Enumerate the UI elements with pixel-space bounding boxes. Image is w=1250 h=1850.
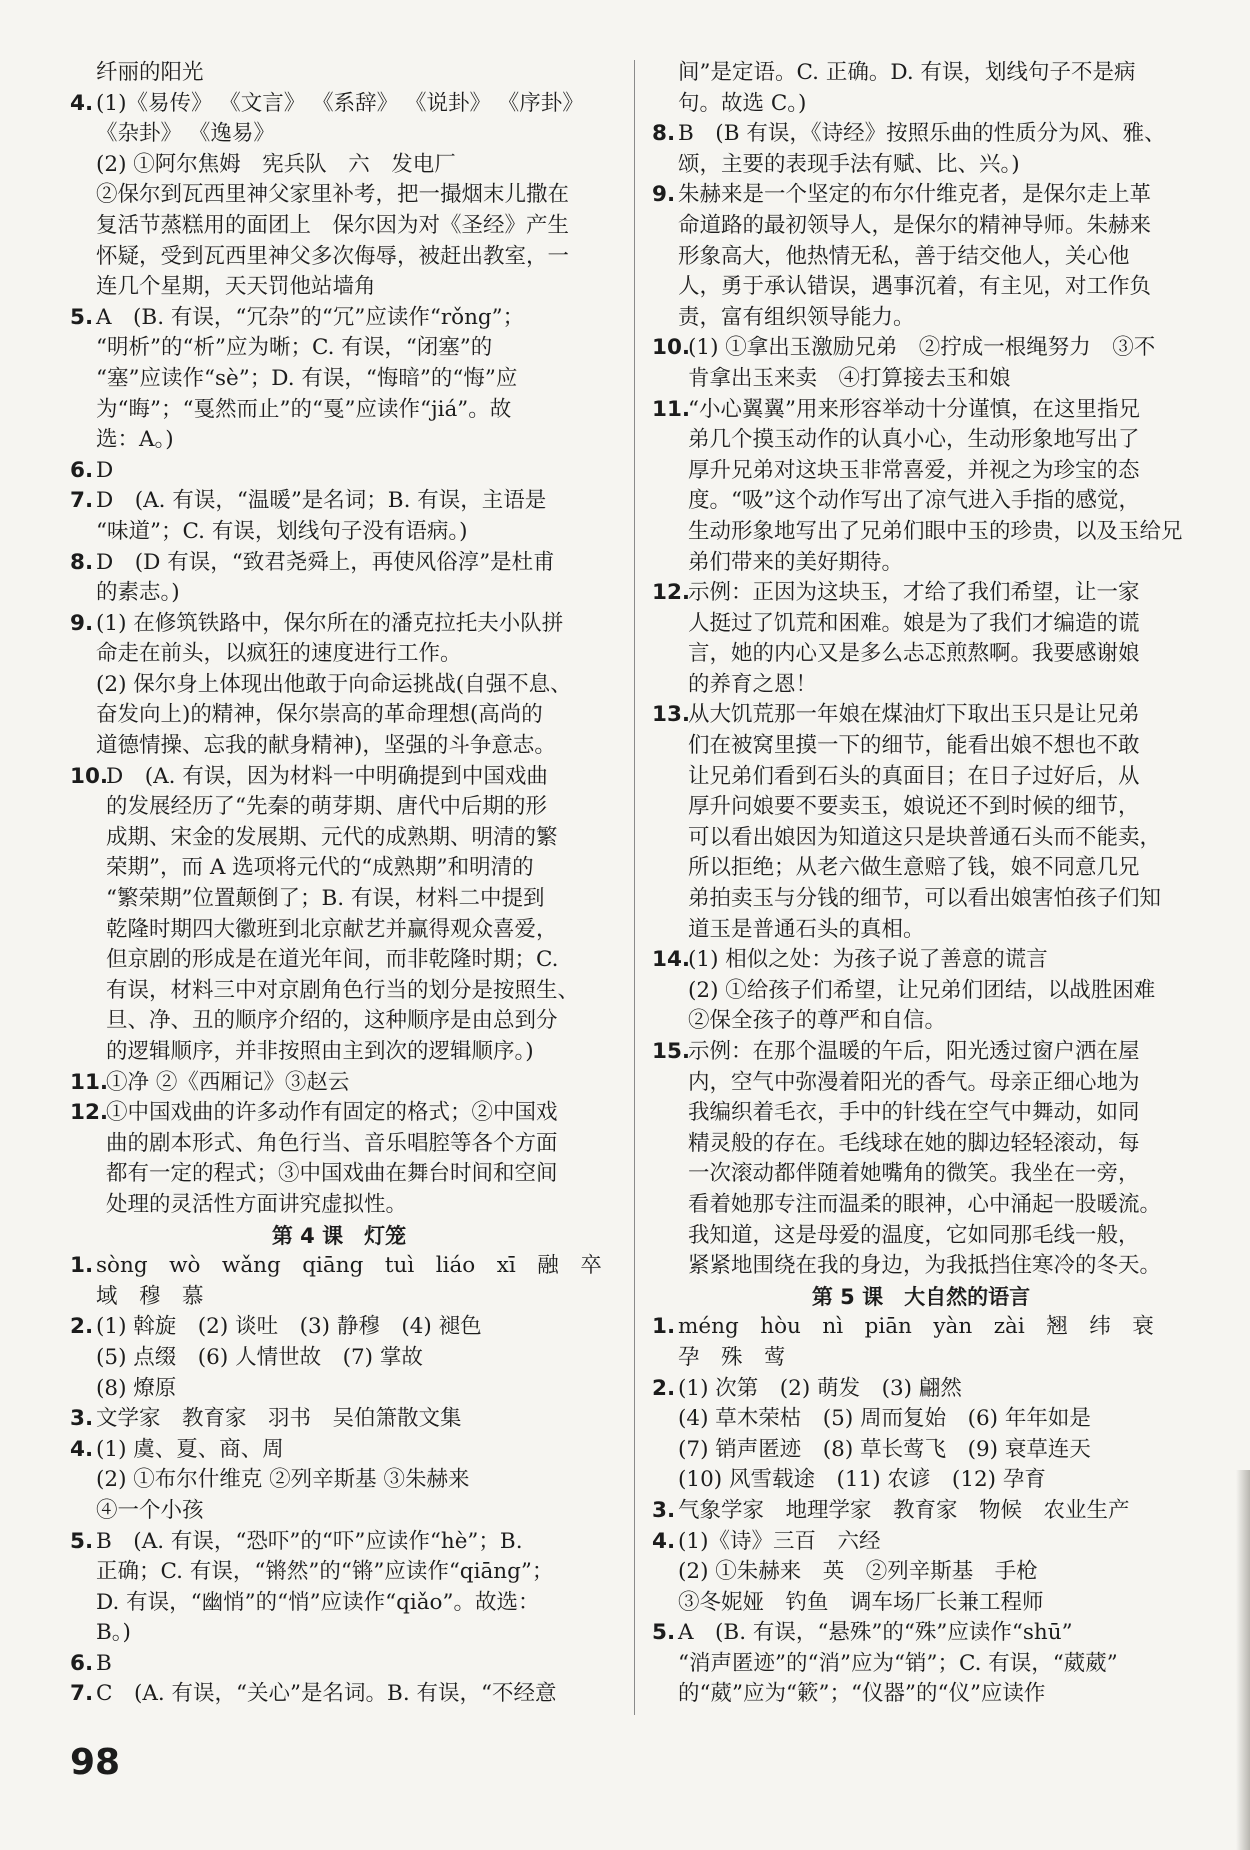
answer-line: 间”是定语。C. 正确。D. 有误，划线句子不是病 [678, 60, 1136, 85]
answer-line: 紧紧地围绕在我的身边，为我抵挡住寒冷的冬天。 [688, 1253, 1162, 1279]
answer-line: 所以拒绝；从老六做生意赔了钱，娘不同意几兄 [688, 855, 1140, 881]
answer-item [652, 333, 1190, 394]
answer-line: 言，她的内心又是多么忐忑煎熬啊。我要感谢娘 [688, 641, 1140, 667]
answer-line: 弟拍卖玉与分钱的细节，可以看出娘害怕孩子们知 [688, 886, 1162, 912]
answer-line: 旦、净、丑的顺序介绍的，这种顺序是由总到分 [106, 1008, 558, 1034]
answer-item [70, 1649, 608, 1680]
answer-item [652, 58, 1190, 119]
answer-item [70, 548, 608, 609]
answer-item [70, 1527, 608, 1649]
answer-line: (1)《易传》 《文言》 《系辞》 《说卦》 《序卦》 [96, 90, 584, 116]
answer-line: B (A. 有误，“恐吓”的“吓”应读作“hè”；B. [96, 1528, 523, 1554]
answer-line: 我知道，这是母爱的温度，它如同那毛线一般， [688, 1222, 1140, 1248]
answer-line: 命道路的最初领导人，是保尔的精神导师。朱赫来 [678, 212, 1152, 238]
item-number: 4. [70, 90, 94, 116]
answer-line: B。) [96, 1620, 131, 1646]
answer-item [70, 1098, 608, 1220]
answer-line: 句。故选 C。) [678, 90, 807, 116]
answer-line: (5) 点缀 (6) 人情世故 (7) 掌故 [96, 1344, 423, 1370]
item-number: 12. [652, 580, 691, 606]
item-number: 6. [70, 457, 94, 483]
lesson-heading: 第 4 课 灯笼 [271, 1223, 407, 1248]
answer-line: D (D 有误，“致君尧舜上，再使风俗淳”是杜甫 [96, 549, 555, 575]
answer-line: 文学家 教育家 羽书 吴伯箫散文集 [96, 1406, 462, 1432]
answer-item [652, 1527, 1190, 1619]
item-number: 10. [652, 335, 691, 361]
item-number: 5. [652, 1620, 676, 1646]
item-number: 4. [70, 1436, 94, 1462]
answer-line: 内，空气中弥漫着阳光的香气。母亲正细心地为 [688, 1069, 1140, 1095]
answer-line: 为“晦”；“戛然而止”的“戛”应读作“jiá”。故 [96, 396, 512, 422]
answer-line: 从大饥荒那一年娘在煤油灯下取出玉只是让兄弟 [688, 702, 1140, 728]
answer-line: A (B. 有误，“悬殊”的“殊”应读作“shū” [678, 1620, 1073, 1646]
answer-item [70, 1312, 608, 1404]
answer-line: 域 穆 慕 [96, 1283, 204, 1309]
answer-item [652, 1312, 1190, 1373]
answer-line: 一次滚动都伴随着她嘴角的微笑。我坐在一旁， [688, 1161, 1140, 1187]
item-number: 2. [652, 1375, 676, 1401]
item-number: 3. [70, 1406, 94, 1432]
item-number: 11. [70, 1069, 109, 1095]
answer-line: (1) ①拿出玉激励兄弟 ②拧成一根绳努力 ③不 [688, 335, 1156, 361]
answer-line: 有误，材料三中对京剧角色行当的划分是按照生、 [106, 977, 580, 1003]
answer-line: 荣期”，而 A 选项将元代的“成熟期”和明清的 [106, 855, 534, 881]
answer-line: B [96, 1650, 112, 1676]
answer-line: 的素志。) [96, 580, 180, 606]
answer-line: ②保尔到瓦西里神父家里补考，把一撮烟末儿撒在 [96, 182, 570, 208]
answer-line: ③冬妮娅 钓鱼 调车场厂长兼工程师 [678, 1589, 1044, 1615]
answer-line: 命走在前头，以疯狂的速度进行工作。 [96, 641, 462, 667]
answer-line: 怀疑，受到瓦西里神父多次侮辱，被赶出教室，一 [96, 243, 570, 269]
answer-item [70, 486, 608, 547]
answer-line: 形象高大，他热情无私，善于结交他人，关心他 [678, 243, 1130, 269]
answer-line: 看着她那专注而温柔的眼神，心中涌起一股暖流。 [688, 1191, 1162, 1217]
answer-line: D (A. 有误，因为材料一中明确提到中国戏曲 [106, 763, 548, 789]
answer-line: 厚升问娘要不要卖玉，娘说还不到时候的细节， [688, 794, 1140, 820]
answer-line: 乾隆时期四大徽班到北京献艺并赢得观众喜爱， [106, 916, 558, 942]
answer-line: 示例：在那个温暖的午后，阳光透过窗户洒在屋 [688, 1039, 1140, 1064]
answer-line: sòng wò wǎng qiāng tuì liáo xī 融 卒 [96, 1253, 602, 1279]
answer-line: 的“葳”应为“簌”；“仪器”的“仪”应读作 [678, 1681, 1046, 1707]
answer-line: “明析”的“析”应为晰；C. 有误，“闭塞”的 [96, 335, 493, 361]
answer-line: 的发展经历了“先秦的萌芽期、唐代中后期的形 [106, 794, 547, 820]
answer-line: 复活节蒸糕用的面团上 保尔因为对《圣经》产生 [96, 212, 570, 238]
item-number: 9. [652, 182, 676, 208]
answer-line: 道德情操、忘我的献身精神)，坚强的斗争意志。 [96, 733, 556, 759]
answer-line: “味道”；C. 有误，划线句子没有语病。) [96, 518, 468, 544]
answer-line: “小心翼翼”用来形容举动十分谨慎，在这里指兄 [688, 396, 1140, 422]
item-number: 9. [70, 610, 94, 636]
answer-line: (1) 斡旋 (2) 谈吐 (3) 静穆 (4) 褪色 [96, 1314, 482, 1340]
item-number: 1. [652, 1314, 676, 1340]
item-number: 10. [70, 763, 109, 789]
answer-line: 连几个星期，天天罚他站墙角 [96, 274, 376, 300]
answer-line: 人挺过了饥荒和困难。娘是为了我们才编造的谎 [688, 610, 1140, 636]
answer-line: 《杂卦》 《逸易》 [96, 121, 275, 147]
answer-item [652, 700, 1190, 945]
answer-line: 厚升兄弟对这块玉非常喜爱，并视之为珍宝的态 [688, 457, 1140, 483]
answer-item [70, 58, 608, 89]
answer-line: (2) ①布尔什维克 ②列辛斯基 ③朱赫来 [96, 1467, 470, 1493]
item-number: 15. [652, 1039, 691, 1064]
answer-line: 生动形象地写出了兄弟们眼中玉的珍贵，以及玉给兄 [688, 518, 1183, 544]
answer-line: 度。“吸”这个动作写出了凉气进入手指的感觉， [688, 488, 1140, 514]
item-number: 4. [652, 1528, 676, 1554]
answer-line: 处理的灵活性方面讲究虚拟性。 [106, 1191, 408, 1217]
answer-line: 的逻辑顺序，并非按照由主到次的逻辑顺序。) [106, 1039, 534, 1064]
answer-line: (7) 销声匿迹 (8) 草长莺飞 (9) 衰草连天 [678, 1436, 1091, 1462]
answer-line: 道玉是普通石头的真相。 [688, 916, 925, 942]
column-divider [634, 60, 635, 1715]
answer-line: (1) 次第 (2) 萌发 (3) 翩然 [678, 1375, 962, 1401]
item-number: 11. [652, 396, 691, 422]
answer-line: 弟们带来的美好期待。 [688, 549, 904, 575]
item-number: 7. [70, 488, 94, 514]
item-number: 6. [70, 1650, 94, 1676]
answer-line: (2) ①给孩子们希望，让兄弟们团结，以战胜困难 [688, 977, 1156, 1003]
answer-line: (1) 相似之处：为孩子说了善意的谎言 [688, 947, 1048, 973]
right-column [652, 58, 1190, 1710]
answer-item [70, 303, 608, 456]
answer-line: 朱赫来是一个坚定的布尔什维克者，是保尔走上革 [678, 182, 1152, 208]
answer-line: (1) 在修筑铁路中，保尔所在的潘克拉托夫小队拼 [96, 610, 564, 636]
answer-line: méng hòu nì piān yàn zài 翘 纬 衰 [678, 1314, 1154, 1340]
answer-line: “繁荣期”位置颠倒了；B. 有误，材料二中提到 [106, 886, 545, 912]
item-number: 8. [70, 549, 94, 575]
item-number: 1. [70, 1253, 94, 1279]
answer-item [652, 119, 1190, 180]
answer-line: “消声匿迹”的“消”应为“销”；C. 有误，“葳葳” [678, 1650, 1118, 1676]
answer-line: 颂，主要的表现手法有赋、比、兴。) [678, 151, 1020, 177]
answer-line: ②保全孩子的尊严和自信。 [688, 1008, 947, 1034]
answer-line: 我编织着毛衣，手中的针线在空气中舞动，如同 [688, 1100, 1140, 1126]
answer-line: 但京剧的形成是在道光年间，而非乾隆时期；C. [106, 947, 559, 973]
answer-item [652, 1496, 1190, 1527]
answer-line: 的养育之恩！ [688, 671, 818, 697]
answer-item [70, 1679, 608, 1710]
answer-line: 都有一定的程式；③中国戏曲在舞台时间和空间 [106, 1161, 558, 1187]
answer-line: (2) ①阿尔焦姆 宪兵队 六 发电厂 [96, 151, 456, 177]
answer-line: (1)《诗》三百 六经 [678, 1528, 881, 1554]
answer-item [652, 945, 1190, 1037]
answer-item [70, 762, 608, 1068]
answer-line: 选：A。) [96, 427, 174, 453]
answer-item [652, 1037, 1190, 1282]
item-number: 14. [652, 947, 691, 973]
answer-line: D. 有误，“幽悄”的“悄”应读作“qiǎo”。故选： [96, 1589, 540, 1615]
item-number: 7. [70, 1681, 94, 1707]
answer-item [652, 395, 1190, 579]
answer-line: 精灵般的存在。毛线球在她的脚边轻轻滚动，每 [688, 1130, 1140, 1156]
answer-item [652, 180, 1190, 333]
left-column [70, 58, 608, 1710]
answer-line: D (A. 有误，“温暖”是名词；B. 有误，主语是 [96, 488, 547, 514]
answer-line: “塞”应读作“sè”；D. 有误，“悔暗”的“悔”应 [96, 365, 518, 391]
answer-line: C (A. 有误，“关心”是名词。B. 有误，“不经意 [96, 1681, 557, 1707]
answer-item [652, 578, 1190, 700]
answer-line: 肯拿出玉来卖 ④打算接去玉和娘 [688, 365, 1011, 391]
item-number: 5. [70, 1528, 94, 1554]
page-number: 98 [70, 1742, 121, 1783]
answer-line: 可以看出娘因为知道这只是块普通石头而不能卖， [688, 824, 1162, 850]
answer-line: ④一个小孩 [96, 1497, 204, 1523]
answer-line: 曲的剧本形式、角色行当、音乐唱腔等各个方面 [106, 1130, 558, 1156]
answer-line: 弟几个摸玉动作的认真小心，生动形象地写出了 [688, 427, 1140, 453]
answer-item [70, 609, 608, 762]
answer-line: 责，富有组织领导能力。 [678, 304, 915, 330]
answer-line: (2) ①朱赫来 英 ②列辛斯基 手枪 [678, 1559, 1038, 1585]
answer-line: ①净 ②《西厢记》③赵云 [106, 1069, 350, 1095]
item-number: 5. [70, 304, 94, 330]
answer-line: (10) 风雪载途 (11) 农谚 (12) 孕育 [678, 1467, 1046, 1493]
answer-line: 示例：正因为这块玉，才给了我们希望，让一家 [688, 580, 1140, 606]
answer-item [70, 1251, 608, 1312]
answer-line: ①中国戏曲的许多动作有固定的格式；②中国戏 [106, 1100, 558, 1126]
answer-line: (8) 燎原 [96, 1375, 177, 1401]
answer-line: (4) 草木荣枯 (5) 周而复始 (6) 年年如是 [678, 1406, 1091, 1432]
answer-item [70, 89, 608, 303]
answer-item [70, 1435, 608, 1527]
answer-line: 奋发向上)的精神，保尔崇高的革命理想(高尚的 [96, 702, 543, 728]
answer-line: 孕 殊 莺 [678, 1344, 786, 1370]
answer-line: 人，勇于承认错误，遇事沉着，有主见，对工作负 [678, 274, 1152, 300]
item-number: 12. [70, 1100, 109, 1126]
lesson-heading: 第 5 课 大自然的语言 [811, 1284, 1031, 1309]
item-number: 13. [652, 702, 691, 728]
answer-item [70, 456, 608, 487]
item-number: 2. [70, 1314, 94, 1340]
answer-line: (2) 保尔身上体现出他敢于向命运挑战(自强不息、 [96, 671, 572, 697]
answer-line: 正确；C. 有误，“锵然”的“锵”应读作“qiāng”； [96, 1559, 554, 1585]
page-edge-shadow [1236, 1470, 1250, 1850]
answer-item [70, 1068, 608, 1099]
answer-item [652, 1374, 1190, 1496]
item-number: 8. [652, 121, 676, 147]
item-number: 3. [652, 1497, 676, 1523]
answer-line: 们在被窝里摸一下的细节，能看出娘不想也不敢 [688, 733, 1140, 759]
answer-line: 成期、宋金的发展期、元代的成熟期、明清的繁 [106, 824, 558, 850]
answer-item [70, 1404, 608, 1435]
answer-line: (1) 虞、夏、商、周 [96, 1436, 284, 1462]
answer-line: 让兄弟们看到石头的真面目；在日子过好后，从 [688, 763, 1140, 789]
answer-line: B (B 有误，《诗经》按照乐曲的性质分为风、雅、 [678, 121, 1166, 147]
answer-item [652, 1618, 1190, 1710]
answer-line: 纤丽的阳光 [96, 60, 204, 85]
answer-line: A (B. 有误，“冗杂”的“冗”应读作“rǒng”； [96, 304, 525, 330]
answer-line: 气象学家 地理学家 教育家 物候 农业生产 [678, 1497, 1130, 1523]
answer-line: D [96, 457, 114, 483]
